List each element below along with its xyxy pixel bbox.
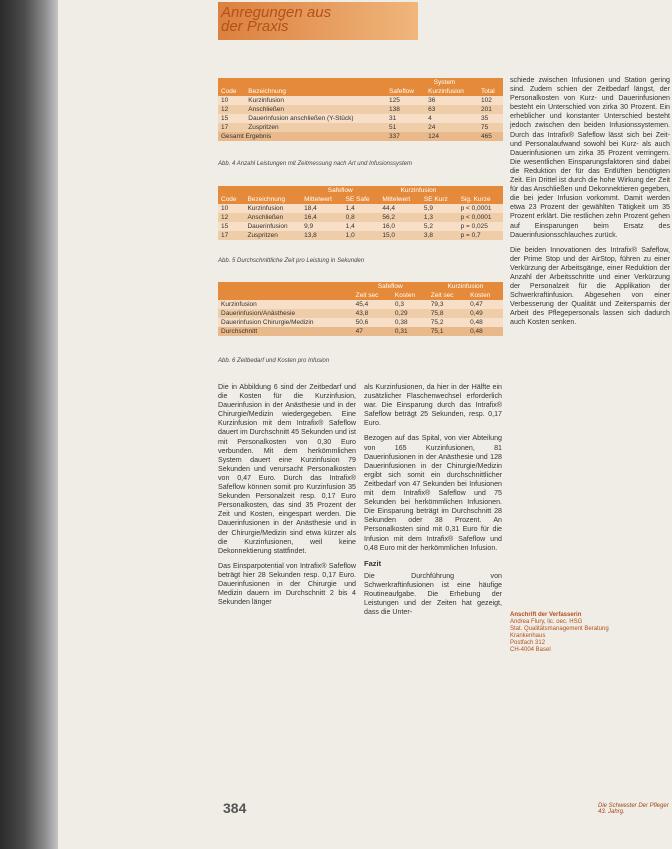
table-row — [218, 105, 503, 114]
table-cell: Dauerinfusion/Anästhesie — [221, 310, 296, 317]
table-cell: 5,2 — [423, 223, 433, 230]
table-cell: 124 — [428, 133, 440, 140]
table-cell: p = 0,7 — [460, 232, 481, 239]
table-cell: 75 — [481, 124, 489, 131]
table-cell: 1,4 — [345, 223, 355, 230]
paragraph: Bezogen auf das Spital, von vier Abteilung von 165 Kurzinfusionen, 81 Dauerinfusionen in der Anästhesie und 128 Dauerinfusionen in der Chirurgie/Medizin ergibt sich somit ein durchschnittlicher Zeitbedarf von 47 Sekunden bei Infusionen mit dem Intrafix® Safeflow und 75 Sekunden bei herkömmlichen Infusionen. Die Einsparung beträgt im Durchschnitt 28 Sekunden oder 38 Prozent. An Personalkosten sind mit 0,31 Euro für die Infusion mit dem Intrafix® Safeflow und 0,48 Euro mit der herkömmlichen Infusion. — [364, 434, 502, 552]
table-cell: 15,0 — [382, 232, 396, 239]
table-row — [218, 204, 503, 213]
table-header: Sig. Kurze — [460, 196, 491, 203]
table-header: Safeflow — [389, 88, 414, 95]
paragraph: Die in Abbildung 6 sind der Zeitbedarf und die Kosten für die Kurzinfusion, Dauerinfusion in der Anästhesie und in der Chirurgie/Medizin wiedergegeben. Eine Kurzinfusion mit dem Intrafix® Safeflow dauert im Durchschnitt 45 Sekunden und ist mit Personalkosten von 0,30 Euro verbunden. Mit dem herkömmlichen System dauert eine Kurzinfusion 79 Sekunden und verursacht Personalkosten von 0,47 Euro. Durch das Intrafix® Safeflow können somit pro Kurzinfusion 35 Sekunden Personalzeit resp. 0,17 Euro Personalkosten, das sind 35 Prozent der Zeit und Kosten, eingespart werden. Die Dauerinfusionen in der Anästhesie und in der Chirurgie/Medizin sind etwa kürzer als die Kurzinfusionen, weil keine Dekonnektierung stattfindet. — [218, 383, 356, 555]
table-cell: 75,1 — [430, 328, 444, 335]
table-cell: 0,29 — [394, 310, 408, 317]
table-cell: 102 — [481, 97, 492, 104]
table-cell: 50,6 — [355, 319, 369, 326]
caption-abb5: Abb. 5 Durchschnittliche Zeit pro Leistung in Sekunden — [218, 258, 365, 264]
table-header: Kurzinfusion — [428, 88, 464, 95]
book-binding — [0, 0, 60, 849]
table-zeit-leistung: Safeflow Kurzinfusion Code Bezeichnung Mittelwert SE Safe Mittelwert SE Kurz Sig. Kurze 10 Kurzinfusion 18,4 1,4 44,4 5,9 p < 0,0001 12 Anschließen 16,4 0,8 56,2 1,3 p < 0,0001 15 Dauerinfusion 9,9 1,4 16,0 5,2 p = 0,025 17 Zuspritzen 13,8 1,0 15,0 3,8 p = 0,7 — [218, 186, 503, 240]
table-cell: 18,4 — [304, 205, 317, 212]
table-header: Code — [221, 88, 237, 95]
table-header: Zeit sec — [355, 292, 379, 299]
table-cell: 201 — [481, 106, 492, 113]
table-cell: 35 — [481, 115, 489, 122]
caption-abb4: Abb. 4 Anzahl Leistungen mit Zeitmessung nach Art und Infusionssystem — [218, 161, 412, 167]
table-cell: 3,8 — [423, 232, 433, 239]
table-cell: Dauerinfusion anschließen (Y-Stück) — [248, 115, 354, 122]
text-column-1 — [218, 383, 356, 613]
table-cell: 138 — [389, 106, 400, 113]
table-cell: 12 — [221, 214, 229, 221]
heading-fazit: Fazit — [364, 558, 382, 568]
table-cell: 16,0 — [382, 223, 396, 230]
table-total-row — [218, 327, 503, 336]
table-cell: 36 — [428, 97, 436, 104]
table-row — [218, 318, 503, 327]
table-cell: 465 — [481, 133, 492, 140]
table-cell: Anschließen — [247, 214, 284, 221]
table-cell: 75,2 — [430, 319, 444, 326]
table-row — [218, 231, 503, 240]
table-cell: 15 — [221, 115, 229, 122]
table-header: Mittelwert — [304, 196, 332, 203]
paragraph: als Kurzinfusionen, da hier in der Hälfte ein zusätzlicher Flaschenwechsel erforderlich war. Die Einsparung durch das Intrafix® Safeflow beträgt 25 Sekunden, resp. 0,17 Euro. — [364, 383, 502, 428]
table-cell: Kurzinfusion — [248, 97, 285, 104]
table-header: SE Safe — [345, 196, 370, 203]
table-cell: 17 — [221, 124, 229, 131]
table-row — [218, 213, 503, 222]
table-cell: 1,3 — [423, 214, 433, 221]
table-cell: 15 — [221, 223, 229, 230]
table-cell: Dauerinfusion — [247, 223, 288, 230]
table-zeitbedarf-kosten: Safeflow Kurzinfusion Zeit sec Kosten Zeit sec Kosten Kurzinfusion 45,4 0,3 79,3 0,47 Dauerinfusion/Anästhesie 43,8 0,29 75,8 0,49 Dauerinfusion Chirurgie/Medizin 50,6 0,38 75,2 0,48 Durchschnitt 47 0,31 75,1 0,48 — [218, 282, 503, 336]
table-cell: 0,3 — [394, 301, 404, 308]
table-row — [218, 123, 503, 132]
table-header: Total — [481, 88, 495, 95]
table-cell: 0,8 — [345, 214, 355, 221]
table-cell: 4 — [428, 115, 432, 122]
table-cell: 13,8 — [304, 232, 317, 239]
table-cell: 79,3 — [430, 301, 444, 308]
table-row — [218, 300, 503, 309]
table-cell: 0,47 — [470, 301, 483, 308]
table-cell: p < 0,0001 — [460, 205, 492, 212]
table-leistungen: System Code Bezeichnung Safeflow Kurzinfusion Total 10 Kurzinfusion 125 36 102 12 Anschließen 138 63 201 15 Dauerinfusion anschließen (Y-Stück) 31 4 35 17 Zuspritzen 51 24 75 Gesamt Ergebnis 337 124 465 — [218, 78, 503, 141]
document-page — [58, 0, 672, 849]
table-cell: Kurzinfusion — [221, 301, 257, 308]
table-cell: 337 — [389, 133, 400, 140]
table-cell: Zuspritzen — [248, 124, 279, 131]
table-total-row — [218, 132, 503, 141]
table-row — [218, 222, 503, 231]
table-cell: Durchschnitt — [221, 328, 258, 335]
table-cell: 0,49 — [470, 310, 483, 317]
table-header: SE Kurz — [423, 196, 448, 203]
paragraph: Die Durchführung von Schwerkraftinfusionen ist eine häufige Routineaufgabe. Die Erhebung der Leistungen und der Zeiten hat gezeigt, dass die Unter- — [364, 571, 502, 617]
table-cell: 10 — [221, 205, 229, 212]
table-header: Mittelwert — [382, 196, 411, 203]
table-cell: 0,38 — [394, 319, 408, 326]
table-cell: 16,4 — [304, 214, 317, 221]
table-cell: Dauerinfusion Chirurgie/Medizin — [221, 319, 314, 326]
table-cell: 75,8 — [430, 310, 444, 317]
table-cell: 125 — [389, 97, 400, 104]
table-header: Zeit sec — [430, 292, 454, 299]
table-cell: 0,31 — [394, 328, 408, 335]
author-address: Anschrift der Verfasserin Andrea Flury, lic. oec. HSG Stat. Qualitätsmanagement Beratung Krankenhaus Postfach 312 CH-4004 Basel — [510, 612, 609, 653]
table-cell: 5,9 — [423, 205, 433, 212]
table-header: Bezeichnung — [248, 88, 286, 95]
table-row — [218, 96, 503, 105]
table-header: Bezeichnung — [247, 196, 286, 203]
table-header: Code — [221, 196, 237, 203]
page-number: 384 — [223, 800, 247, 816]
table-cell: 45,4 — [355, 301, 369, 308]
table-row — [218, 114, 503, 123]
caption-abb6: Abb. 6 Zeitbedarf und Kosten pro Infusion — [218, 358, 330, 364]
table-header: Kosten — [470, 292, 491, 299]
table-cell: 1,4 — [345, 205, 355, 212]
table-cell: Zuspritzen — [247, 232, 278, 239]
table-cell: p = 0,025 — [460, 223, 488, 230]
table-cell: Anschließen — [248, 106, 285, 113]
text-column-2 — [364, 383, 502, 623]
section-title: Anregungen aus der Praxis — [221, 4, 332, 35]
table-cell: 47 — [355, 328, 363, 335]
table-header: Kosten — [394, 292, 416, 299]
table-row — [218, 309, 503, 318]
table-cell: 9,9 — [304, 223, 314, 230]
table-cell: 51 — [389, 124, 397, 131]
table-cell: 43,8 — [355, 310, 369, 317]
table-cell: Kurzinfusion — [247, 205, 284, 212]
table-cell: 44,4 — [382, 205, 396, 212]
table-cell: 56,2 — [382, 214, 396, 221]
table-cell: 0,48 — [470, 328, 483, 335]
table-cell: 17 — [221, 232, 229, 239]
table-cell: p < 0,0001 — [460, 214, 492, 221]
table-cell: 10 — [221, 97, 229, 104]
table-cell: 1,0 — [345, 232, 355, 239]
table-header — [218, 291, 353, 300]
running-footer: Die Schwester Der Pfleger 43. Jahrg. — [598, 803, 669, 815]
table-cell: 31 — [389, 115, 397, 122]
paragraph: Das Einsparpotential von Intrafix® Safeflow beträgt hier 28 Sekunden resp. 0,17 Euro. Dauerinfusionen in der Chirurgie und Medizin dauern im Durchschnitt 2 bis 4 Sekunden länger — [218, 561, 356, 607]
table-cell: 63 — [428, 106, 436, 113]
table-cell: 0,48 — [470, 319, 483, 326]
table-cell: 24 — [428, 124, 436, 131]
text-column-3 — [510, 76, 670, 334]
table-cell: 12 — [221, 106, 229, 113]
paragraph: Die beiden Innovationen des Intrafix® Safeflow, der Prime Stop und der AirStop, führen zu einer Verkürzung der Arbeitsgänge, einer Reduktion der Anzahl der Arbeitsschritte und einer Verkürzung der Personalzeit für die Applikation der Schwerkraftinfusion. Abgesehen von einer Verbesserung der Qualität und Zeitersparnis der Arbeit des Pflegepersonals lassen sich dadurch auch Kosten senken. — [510, 245, 670, 327]
table-cell: Gesamt Ergebnis — [221, 133, 272, 140]
paragraph: schiede zwischen Infusionen und Station gering sind. Zudem schien der Zeitbedarf längst, der Personalkosten von Kurz- und Dauerinfusionen besteht ein Unterschied von zirka 30 Prozent. Ein erheblicher und konstanter Unterschied besteht jedoch zwischen den beiden Infusionssystemen. Durch das Intrafix® Safeflow lässt sich bei Zeit- und Personalaufwand sowohl bei Kurz- als auch Dauerinfusionen um zirka 35 Prozent verringern. Die wesentlichen Einsparungsfaktoren sind dabei die Reduktion der für das Entlüften benötigten Zeit. Ein Drittel ist durch die hohe Wirkung der Zeit für das Anschließen und Dekonnektieren gegeben, die bei jeder Infusion vorkommt. Damit werden etwa 23 Prozent der gewählten Tätigkeit um 35 Prozent erklärt. Die restlichen zehn Prozent gehen auf Einsparungen beim Ersatz des Dauerinfusionsschlauches zurück. — [510, 76, 670, 239]
